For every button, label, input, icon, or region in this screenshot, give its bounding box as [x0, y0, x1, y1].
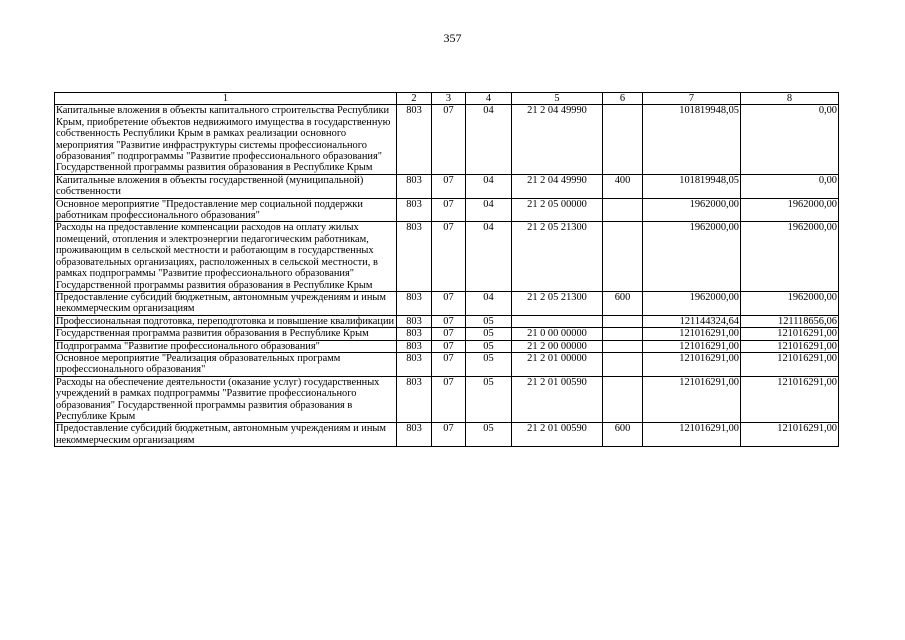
row-description: Подпрограмма "Развитие профессионального образования": [55, 340, 397, 352]
amount-year-2: 121016291,00: [741, 340, 839, 352]
ministry-code: 803: [397, 423, 432, 447]
row-description: Капитальные вложения в объекты государственной (муниципальной) собственности: [55, 174, 397, 198]
expense-type-code: [603, 376, 643, 423]
amount-year-1: 121016291,00: [643, 423, 741, 447]
subsection-code: 04: [466, 105, 512, 174]
table-row: [55, 222, 839, 291]
section-code: 07: [432, 222, 466, 291]
column-header: 2: [397, 93, 432, 105]
subsection-code: 05: [466, 315, 512, 327]
ministry-code: 803: [397, 315, 432, 327]
column-header: 7: [643, 93, 741, 105]
ministry-code: 803: [397, 174, 432, 198]
target-article-code: 21 2 00 00000: [512, 340, 603, 352]
amount-year-2: 0,00: [741, 174, 839, 198]
subsection-code: 04: [466, 222, 512, 291]
column-header: 4: [466, 93, 512, 105]
row-description: Государственная программа развития образования в Республике Крым: [55, 328, 397, 340]
column-header: 1: [55, 93, 397, 105]
table-row: [55, 340, 839, 352]
ministry-code: 803: [397, 291, 432, 315]
table-row: [55, 352, 839, 376]
row-description: Расходы на обеспечение деятельности (оказание услуг) государственных учреждений в рамках подпрограммы "Развитие профессионального образования" Государственной программы развития образования в Республике Крым: [55, 376, 397, 423]
amount-year-1: 1962000,00: [643, 291, 741, 315]
amount-year-2: 121118656,06: [741, 315, 839, 327]
amount-year-2: 121016291,00: [741, 376, 839, 423]
table-row: [55, 291, 839, 315]
amount-year-2: 121016291,00: [741, 352, 839, 376]
subsection-code: 05: [466, 352, 512, 376]
amount-year-1: 121016291,00: [643, 376, 741, 423]
row-description: Основное мероприятие "Предоставление мер социальной поддержки работникам профессионального образования": [55, 198, 397, 222]
subsection-code: 05: [466, 328, 512, 340]
amount-year-2: 1962000,00: [741, 291, 839, 315]
amount-year-2: 121016291,00: [741, 328, 839, 340]
table-row: [55, 198, 839, 222]
ministry-code: 803: [397, 105, 432, 174]
column-header: 8: [741, 93, 839, 105]
ministry-code: 803: [397, 222, 432, 291]
target-article-code: 21 2 01 00000: [512, 352, 603, 376]
table-row: [55, 105, 839, 174]
section-code: 07: [432, 423, 466, 447]
amount-year-1: 121016291,00: [643, 328, 741, 340]
target-article-code: [512, 315, 603, 327]
ministry-code: 803: [397, 352, 432, 376]
expense-type-code: 600: [603, 423, 643, 447]
section-code: 07: [432, 340, 466, 352]
expense-type-code: [603, 315, 643, 327]
expense-type-code: 600: [603, 291, 643, 315]
ministry-code: 803: [397, 198, 432, 222]
column-header: 5: [512, 93, 603, 105]
section-code: 07: [432, 198, 466, 222]
page-number: 357: [443, 31, 462, 45]
target-article-code: 21 2 05 21300: [512, 291, 603, 315]
subsection-code: 05: [466, 423, 512, 447]
ministry-code: 803: [397, 328, 432, 340]
section-code: 07: [432, 376, 466, 423]
subsection-code: 05: [466, 376, 512, 423]
row-description: Предоставление субсидий бюджетным, автономным учреждениям и иным некоммерческим организациям: [55, 423, 397, 447]
section-code: 07: [432, 174, 466, 198]
target-article-code: 21 2 05 21300: [512, 222, 603, 291]
table-header-row: [55, 93, 839, 105]
row-description: Расходы на предоставление компенсации расходов на оплату жилых помещений, отопления и электроэнергии педагогическим работникам, проживающим в сельской местности и работающим в государственных образовательных организациях, расположенных в сельской местности, в рамках подпрограммы "Развитие профессионального образования" Государственной программы развития образования в Республике Крым: [55, 222, 397, 291]
row-description: Основное мероприятие "Реализация образовательных программ профессионального образования": [55, 352, 397, 376]
table-row: [55, 376, 839, 423]
ministry-code: 803: [397, 340, 432, 352]
target-article-code: 21 2 01 00590: [512, 423, 603, 447]
amount-year-1: 121016291,00: [643, 352, 741, 376]
section-code: 07: [432, 352, 466, 376]
target-article-code: 21 2 04 49990: [512, 174, 603, 198]
ministry-code: 803: [397, 376, 432, 423]
column-header: 6: [603, 93, 643, 105]
amount-year-1: 101819948,05: [643, 105, 741, 174]
expense-type-code: [603, 352, 643, 376]
expense-type-code: [603, 198, 643, 222]
target-article-code: 21 2 04 49990: [512, 105, 603, 174]
expense-type-code: [603, 340, 643, 352]
section-code: 07: [432, 105, 466, 174]
amount-year-1: 121016291,00: [643, 340, 741, 352]
budget-table: [54, 92, 839, 447]
expense-type-code: [603, 328, 643, 340]
expense-type-code: 400: [603, 174, 643, 198]
target-article-code: 21 2 01 00590: [512, 376, 603, 423]
table-row: [55, 328, 839, 340]
amount-year-1: 101819948,05: [643, 174, 741, 198]
section-code: 07: [432, 291, 466, 315]
amount-year-2: 1962000,00: [741, 222, 839, 291]
amount-year-2: 1962000,00: [741, 198, 839, 222]
amount-year-1: 121144324,64: [643, 315, 741, 327]
subsection-code: 04: [466, 198, 512, 222]
row-description: Капитальные вложения в объекты капитального строительства Республики Крым, приобретение объектов недвижимого имущества в государственную собственность Республики Крым в рамках реализации основного мероприятия "Развитие инфраструктуры системы профессионального образования" подпрограммы "Развитие профессионального образования" Государственной программы развития образования в Республике Крым: [55, 105, 397, 174]
expense-type-code: [603, 105, 643, 174]
amount-year-2: 121016291,00: [741, 423, 839, 447]
subsection-code: 05: [466, 340, 512, 352]
row-description: Профессиональная подготовка, переподготовка и повышение квалификации: [55, 315, 397, 327]
amount-year-2: 0,00: [741, 105, 839, 174]
column-header: 3: [432, 93, 466, 105]
target-article-code: 21 0 00 00000: [512, 328, 603, 340]
amount-year-1: 1962000,00: [643, 198, 741, 222]
target-article-code: 21 2 05 00000: [512, 198, 603, 222]
subsection-code: 04: [466, 174, 512, 198]
section-code: 07: [432, 328, 466, 340]
amount-year-1: 1962000,00: [643, 222, 741, 291]
subsection-code: 04: [466, 291, 512, 315]
row-description: Предоставление субсидий бюджетным, автономным учреждениям и иным некоммерческим организациям: [55, 291, 397, 315]
table-row: [55, 174, 839, 198]
section-code: 07: [432, 315, 466, 327]
expense-type-code: [603, 222, 643, 291]
table-row: [55, 315, 839, 327]
table-row: [55, 423, 839, 447]
